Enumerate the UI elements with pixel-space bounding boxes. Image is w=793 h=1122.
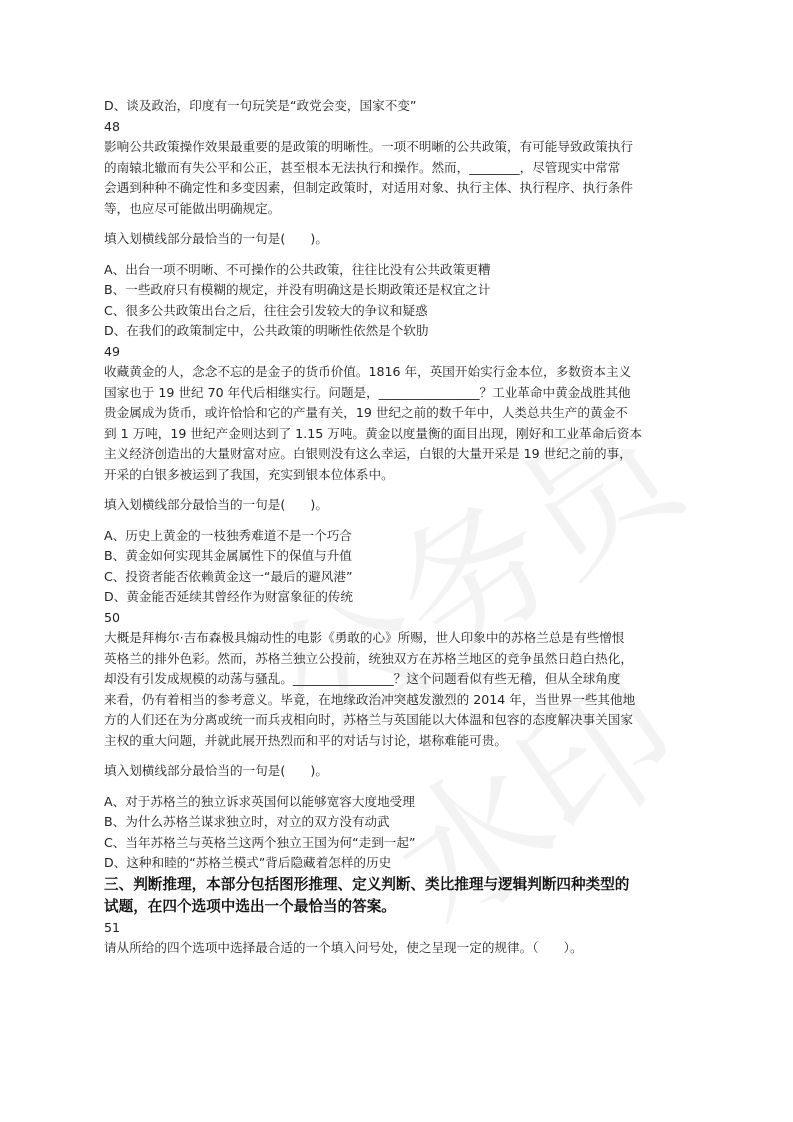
option-a: A、出台一项不明晰、不可操作的公共政策，往往比没有公共政策更糟 xyxy=(104,261,491,277)
option-d: D、这种和睦的“苏格兰模式”背后隐藏着怎样的历史 xyxy=(104,855,392,870)
section-heading-line: 试题，在四个选项中选出一个最恰当的答案。 xyxy=(104,897,396,915)
q51-number: 51 xyxy=(104,919,121,935)
option-a: A、历史上黄金的一枝独秀难道不是一个巧合 xyxy=(104,527,352,543)
option-b: B、黄金如何实现其金属属性下的保值与升值 xyxy=(104,548,352,563)
option-b: B、一些政府只有模糊的规定，并没有明确这是长期政策还是权宜之计 xyxy=(104,282,491,297)
q49-passage xyxy=(104,362,694,485)
passage-line: 收藏黄金的人，念念不忘的是金子的货币价值。1816 年，英国开始实行金本位，多数资本主义 xyxy=(104,364,632,379)
option-a: A、对于苏格兰的独立诉求英国何以能够宽容大度地受理 xyxy=(104,793,415,809)
q50-prompt: 填入划横线部分最恰当的一句是( )。 xyxy=(104,763,328,778)
passage-line: 贵金属成为货币，或许恰恰和它的产量有关，19 世纪之前的数千年中，人类总共生产的黄金不 xyxy=(104,405,628,420)
q49-number: 49 xyxy=(104,343,121,359)
q48-options xyxy=(104,260,694,342)
passage-line: 方的人们还在为分离或统一而兵戎相向时，苏格兰与英国能以大体温和包容的态度解决事关国家 xyxy=(104,712,633,727)
passage-line: 英格兰的排外色彩。然而，苏格兰独立公投前，统独双方在苏格兰地区的竞争虽然日趋白热化， xyxy=(104,650,633,666)
option-d: D、黄金能否延续其曾经作为财富象征的传统 xyxy=(104,589,353,604)
passage-line: 国家也于 19 世纪 70 年代后相继实行。问题是，________________？工业革命中黄金战胜其他 xyxy=(104,384,631,400)
q50-options xyxy=(104,792,694,874)
passage-line: 影响公共政策操作效果最重要的是政策的明晰性。一项不明晰的公共政策，有可能导致政策执行 xyxy=(104,139,633,154)
passage-line: 的南辕北辙而有失公平和公正，甚至根本无法执行和操作。然而，________，尽管现实中常常 xyxy=(104,159,621,175)
passage-line: 到 1 万吨，19 世纪产金则达到了 1.15 万吨。黄金以度量衡的面目出现，刚好和工业革命后资本 xyxy=(104,425,643,441)
section-heading-line: 三、判断推理，本部分包括图形推理、定义判断、类比推理与逻辑判断四种类型的 xyxy=(104,875,630,893)
passage-line: 来看，仍有着相当的参考意义。毕竟，在地缘政治冲突越发激烈的 2014 年，当世界一些其他地 xyxy=(104,691,636,707)
q49-prompt: 填入划横线部分最恰当的一句是( )。 xyxy=(104,497,328,512)
passage-line: 大概是拜梅尔·吉布森极具煽动性的电影《勇敢的心》所赐，世人印象中的苏格兰总是有些憎恨 xyxy=(104,630,625,645)
q50-number: 50 xyxy=(104,609,121,625)
option-c: C、很多公共政策出台之后，往往会引发较大的争议和疑惑 xyxy=(104,302,428,318)
option-d: D、在我们的政策制定中，公共政策的明晰性依然是个软肋 xyxy=(104,323,429,338)
q50-passage xyxy=(104,628,694,751)
passage-line: 却没有引发成规模的动荡与骚乱。________________？这个问题看似有些无稽，但从全球角度 xyxy=(104,671,621,686)
passage-line: 等，也应尽可能做出明确规定。 xyxy=(104,200,281,216)
option-c: C、当年苏格兰与英格兰这两个独立王国为何“走到一起” xyxy=(104,834,416,850)
passage-line: 会遇到种种不确定性和多变因素，但制定政策时，对适用对象、执行主体、执行程序、执行条件 xyxy=(104,180,633,195)
q51-text: 请从所给的四个选项中选择最合适的一个填入问号处，使之呈现一定的规律。（ ）。 xyxy=(104,940,583,955)
q48-passage xyxy=(104,137,694,219)
q47-option-d: D、谈及政治，印度有一句玩笑是“政党会变，国家不变” xyxy=(104,98,417,113)
q48-number: 48 xyxy=(104,118,121,134)
option-c: C、投资者能否依赖黄金这一“最后的避风港” xyxy=(104,568,353,584)
passage-line: 开采的白银多被运到了我国，充实到银本位体系中。 xyxy=(104,466,394,482)
q48-prompt: 填入划横线部分最恰当的一句是( )。 xyxy=(104,231,328,246)
passage-line: 主义经济创造出的大量财富对应。白银则没有这么幸运，白银的大量开采是 19 世纪之前的事， xyxy=(104,446,632,461)
document-page xyxy=(104,96,694,959)
option-b: B、为什么苏格兰谋求独立时，对立的双方没有动武 xyxy=(104,814,390,829)
passage-line: 主权的重大问题，并就此展开热烈而和平的对话与讨论，堪称难能可贵。 xyxy=(104,732,507,748)
section-3-heading xyxy=(104,874,694,918)
q49-options xyxy=(104,526,694,608)
